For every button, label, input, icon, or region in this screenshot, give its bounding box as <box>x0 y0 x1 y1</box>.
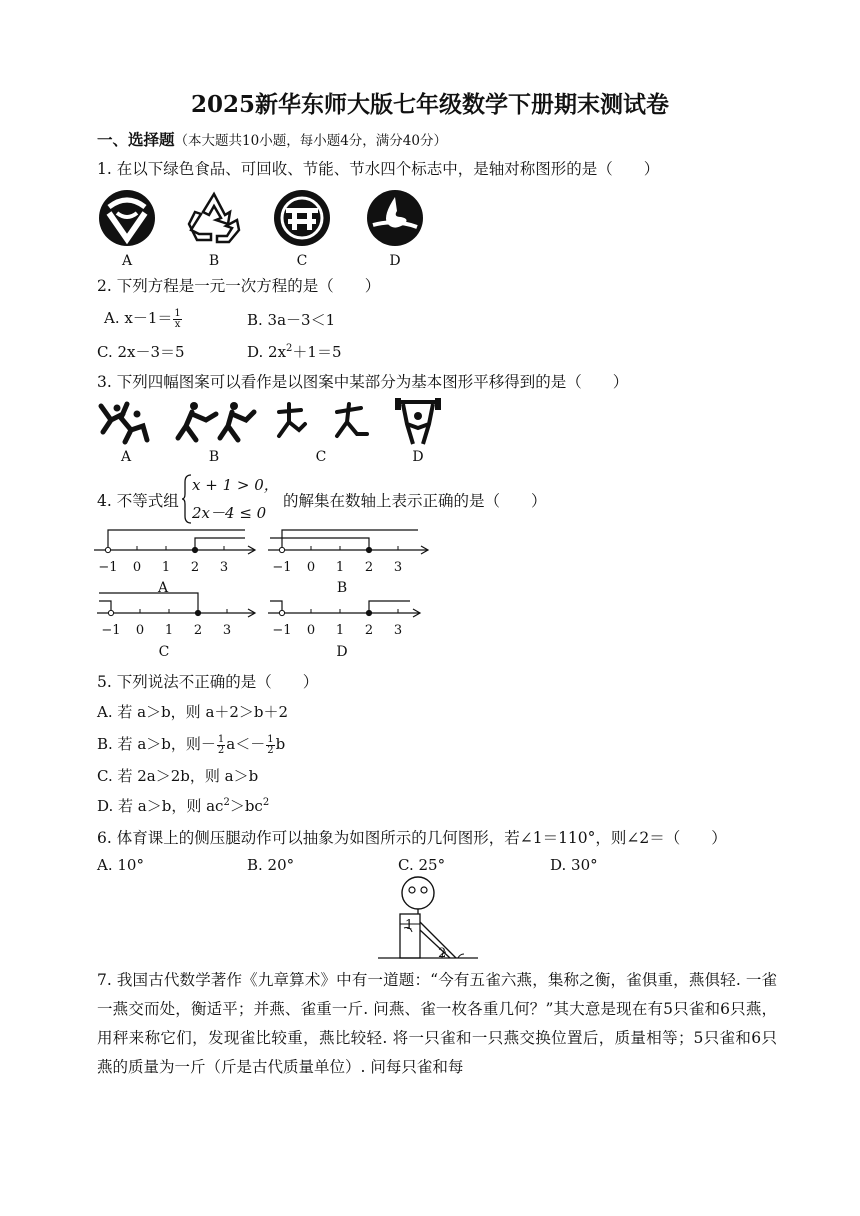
number-line-a-tick-label: 1 <box>161 560 171 575</box>
q5-sup-1: 2 <box>223 797 230 808</box>
number-line-b-tick-label: −1 <box>272 560 292 575</box>
q1-label-a: A <box>121 253 133 269</box>
number-line-d-ray <box>369 601 410 613</box>
number-line-d-tick-label: 1 <box>335 623 345 638</box>
q1-label-d: D <box>389 253 401 269</box>
number-line-c-tick-label: −1 <box>101 623 121 638</box>
q7-text: 7. 我国古代数学著作《九章算术》中有一道题：“今有五雀六燕，集称之衡，雀俱重，燕俱轻. 一雀一燕交而处，衡适平；并燕、雀重一斤. 问燕、雀一枚各重几何？”其大意是现在有5只雀和6只燕，用秤来称它们，发现雀比较重，燕比较轻. 将一只雀和一只燕交换位置后，质量相等；5只雀和6只燕的质量为一斤（斤是古代质量单位）. 问每只雀和每 <box>97 971 777 1076</box>
number-line-c-ray <box>99 593 198 613</box>
q4-label-b: B <box>336 580 348 596</box>
q5-option-d-mid: ＞bc <box>229 797 263 815</box>
number-line-d-tick-label: 2 <box>364 623 374 638</box>
q5-option-d <box>97 795 269 816</box>
q3-label-a: A <box>120 449 132 465</box>
q2-option-d-text: D. 2x <box>247 343 287 361</box>
q4-label-a: A <box>157 580 169 596</box>
q5-option-b-mid: a＜－ <box>226 735 266 753</box>
q3-label-b: B <box>208 449 220 465</box>
q5-option-d-text: D. 若 a＞b，则 ac <box>97 797 224 815</box>
leg-press-figure <box>372 876 482 962</box>
q4-suffix: 的解集在数轴上表示正确的是（ ） <box>283 492 547 510</box>
section-note: （本大题共10小题，每小题4分，满分40分） <box>174 133 447 149</box>
q5-frac1-num: 1 <box>217 733 225 745</box>
closed-endpoint <box>366 547 371 552</box>
q5-fraction-2 <box>266 735 274 756</box>
number-line-c-tick-label: 2 <box>193 623 203 638</box>
number-line-a-tick-label: 2 <box>190 560 200 575</box>
q2-stem: 2. 下列方程是一元一次方程的是（ ） <box>97 277 381 295</box>
q5-option-b-end: b <box>275 735 286 753</box>
number-line-c-tick-label: 3 <box>222 623 232 638</box>
q5-stem: 5. 下列说法不正确的是（ ） <box>97 673 319 691</box>
q5-frac1-den: 2 <box>217 744 225 756</box>
q5-frac2-den: 2 <box>267 744 274 756</box>
q3-label-d: D <box>412 449 424 465</box>
q1-stem: 1. 在以下绿色食品、可回收、节能、节水四个标志中，是轴对称图形的是（ ） <box>97 160 660 178</box>
q4-label-c: C <box>158 644 170 660</box>
q4-inequality-1: x + 1 > 0， <box>192 476 279 494</box>
number-line-b-ray <box>270 538 369 550</box>
q4-inequality-2: 2x－4 ≤ 0 <box>192 504 267 522</box>
number-line-a-tick-label: −1 <box>98 560 118 575</box>
q2-option-b: B. 3a－3＜1 <box>247 311 336 329</box>
q6-stem: 6. 体育课上的侧压腿动作可以抽象为如图所示的几何图形，若∠1＝110°，则∠2＝（ ） <box>97 829 727 847</box>
closed-endpoint <box>192 547 197 552</box>
q6-option-a: A. 10° <box>97 856 144 874</box>
q1-label-b: B <box>208 253 220 269</box>
q1-label-c: C <box>296 253 308 269</box>
q2-option-a-text: A. x－1＝ <box>104 309 173 327</box>
page-title: 2025新华东师大版七年级数学下册期末测试卷 <box>190 91 669 118</box>
angle-2-label: 2 <box>438 946 447 961</box>
number-line-a-ray <box>195 538 245 550</box>
number-line-d-tick-label: 0 <box>306 623 316 638</box>
closed-endpoint <box>195 610 200 615</box>
number-line-a-tick-label: 0 <box>132 560 142 575</box>
q5-sup-2: 2 <box>262 797 270 808</box>
number-line-c-tick-label: 0 <box>135 623 145 638</box>
q3-label-c: C <box>315 449 327 465</box>
angle-1-label: 1 <box>405 918 414 933</box>
number-line-d-tick-label: −1 <box>272 623 292 638</box>
number-line-b-tick-label: 1 <box>335 560 345 575</box>
q2-option-c: C. 2x－3＝5 <box>97 343 185 361</box>
q6-option-d: D. 30° <box>550 856 598 874</box>
q2-frac-num: 1 <box>174 307 181 319</box>
q6-option-b: B. 20° <box>247 856 295 874</box>
q6-option-c: C. 25° <box>398 856 446 874</box>
q4-label-d: D <box>336 644 348 660</box>
open-endpoint <box>108 610 113 615</box>
number-line-a-tick-label: 3 <box>219 560 229 575</box>
number-line-c-tick-label: 1 <box>164 623 174 638</box>
closed-endpoint <box>366 610 371 615</box>
q5-option-a: A. 若 a＞b，则 a＋2＞b＋2 <box>97 703 289 721</box>
open-endpoint <box>279 610 284 615</box>
number-line-b-tick-label: 3 <box>393 560 403 575</box>
section-title: 一、选择题 <box>97 130 175 149</box>
number-line-d-tick-label: 3 <box>393 623 403 638</box>
open-endpoint <box>105 547 110 552</box>
q5-option-b-text: B. 若 a＞b，则－ <box>97 735 216 753</box>
open-endpoint <box>279 547 284 552</box>
q2-option-d-sup: 2 <box>286 343 293 354</box>
number-line-b-tick-label: 2 <box>364 560 374 575</box>
q5-frac2-num: 1 <box>267 733 274 745</box>
number-line-b-tick-label: 0 <box>306 560 316 575</box>
q5-option-c: C. 若 2a＞2b，则 a＞b <box>97 767 259 785</box>
q2-option-d-rest: ＋1＝5 <box>292 343 342 361</box>
q4-prefix: 4. 不等式组 <box>97 492 179 510</box>
q5-fraction-1 <box>217 735 225 756</box>
q2-frac-den: x <box>174 318 181 330</box>
q3-stem: 3. 下列四幅图案可以看作是以图案中某部分为基本图形平移得到的是（ ） <box>97 373 629 391</box>
q5-option-b <box>97 733 285 756</box>
